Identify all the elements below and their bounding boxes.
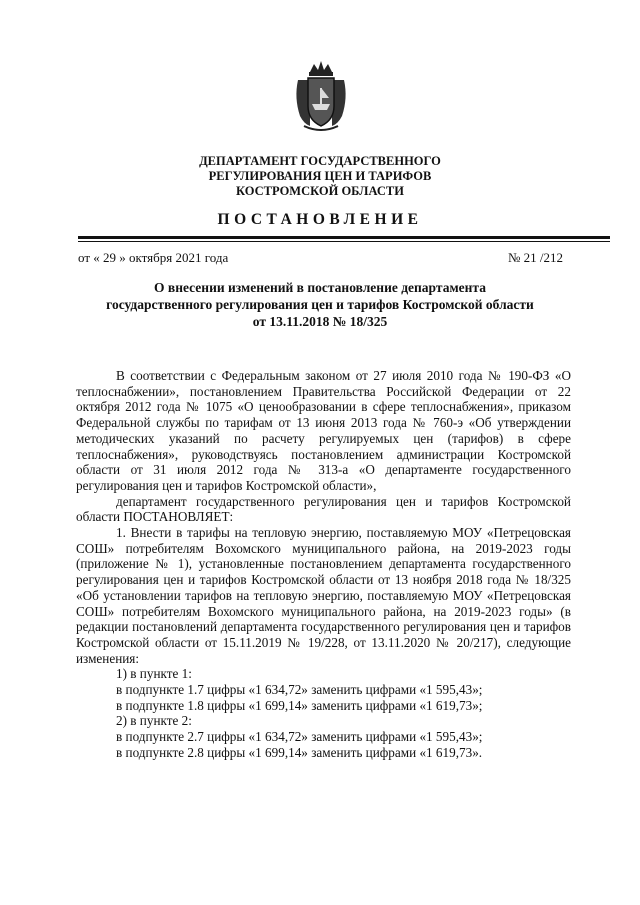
- department-line: РЕГУЛИРОВАНИЯ ЦЕН И ТАРИФОВ: [208, 169, 432, 183]
- preamble-paragraph: В соответствии с Федеральным законом от 27 июля 2010 года № 190-ФЗ «О теплоснабжении», постановлением Правительства Российской Федерации от 22 октября 2012 года № 1075 «О ценообразовании в сфере теплоснабжения», приказом Федеральной службы по тарифам от 13 июня 2013 года № 760-э «Об утверждении методических указаний по расчету регулируемых цен (тарифов) в сфере теплоснабжения», руководствуясь постановлением администрации Костромской области от 31 июля 2012 года № 313-а «О департаменте государственного регулирования цен и тарифов Костромской области»,: [76, 368, 571, 493]
- document-date: от « 29 » октября 2021 года: [78, 250, 229, 265]
- department-line: КОСТРОМСКОЙ ОБЛАСТИ: [236, 184, 404, 198]
- header-divider-thin: [78, 241, 610, 242]
- title-line: от 13.11.2018 № 18/325: [252, 314, 388, 329]
- subclause-paragraph: 1) в пункте 1:: [116, 666, 192, 682]
- subclause-paragraph: 2) в пункте 2:: [116, 713, 192, 729]
- document-title: [70, 279, 570, 330]
- title-line: государственного регулирования цен и тарифов Костромской области: [106, 297, 534, 312]
- header-divider-thick: [78, 236, 610, 239]
- title-line: О внесении изменений в постановление департамента: [154, 280, 486, 295]
- department-line: ДЕПАРТАМЕНТ ГОСУДАРСТВЕННОГО: [199, 154, 441, 168]
- document-body: [76, 368, 571, 761]
- clause-1-paragraph: 1. Внести в тарифы на тепловую энергию, поставляемую МОУ «Петрецовская СОШ» потребителям Вохомского муниципального района, на 2019-2023 годы (приложение № 1), установленные постановлением департамента государственного регулирования цен и тарифов Костромской области от 13 ноября 2018 года № 18/325 «Об установлении тарифов на тепловую энергию, поставляемую МОУ «Петрецовская СОШ» потребителям Вохомского муниципального района, на 2019-2023 годы» (в редакции постановлений департамента государственного регулирования цен и тарифов Костромской области от 15.11.2019 № 19/228, от 13.11.2020 № 20/217), следующие изменения:: [76, 525, 571, 666]
- document-number: № 21 /212: [508, 250, 564, 265]
- subclause-paragraph: в подпункте 2.7 цифры «1 634,72» заменить цифрами «1 595,43»;: [116, 729, 483, 745]
- department-name: [0, 154, 640, 199]
- subclause-paragraph: в подпункте 1.7 цифры «1 634,72» заменить цифрами «1 595,43»;: [116, 682, 483, 698]
- subclause-paragraph: в подпункте 1.8 цифры «1 699,14» заменить цифрами «1 619,73»;: [116, 697, 483, 713]
- subclause-paragraph: в подпункте 2.8 цифры «1 699,14» заменить цифрами «1 619,73».: [116, 744, 483, 760]
- document-type: ПОСТАНОВЛЕНИЕ: [217, 211, 423, 228]
- resolution-paragraph: департамент государственного регулирования цен и тарифов Костромской области ПОСТАНОВЛЯЕТ:: [76, 493, 571, 525]
- coat-of-arms-icon: [290, 58, 352, 134]
